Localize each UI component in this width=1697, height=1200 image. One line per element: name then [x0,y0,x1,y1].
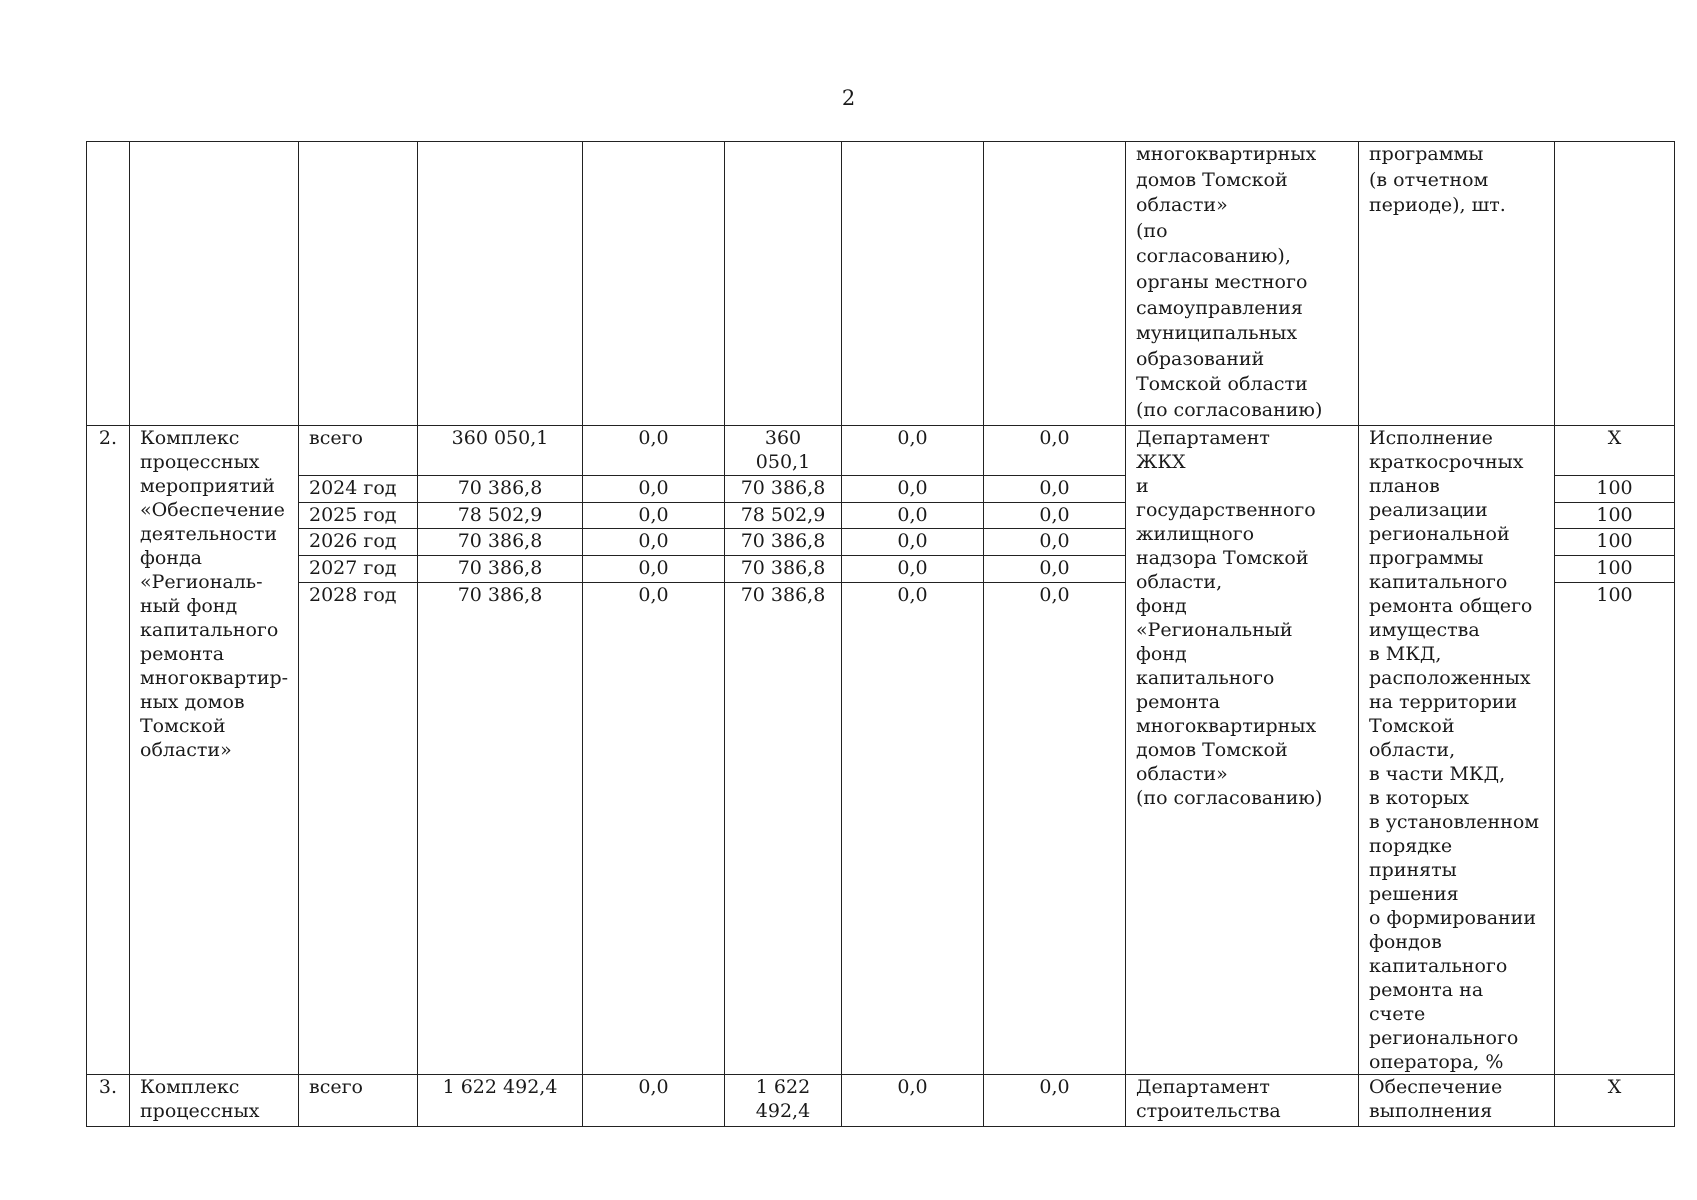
regional-cell [725,142,842,426]
value-cell: 100 [1555,475,1675,502]
total-cell: 360 050,1 [418,426,583,476]
federal-cell: 0,0 [583,475,725,502]
program-table [86,141,1675,1127]
value-cell [1555,142,1675,426]
indicator-cell: Обеспечение выполнения [1359,1075,1555,1127]
other-cell: 0,0 [984,529,1126,556]
total-cell: 78 502,9 [418,502,583,529]
local-cell: 0,0 [842,529,984,556]
other-cell: 0,0 [984,556,1126,583]
indicator-cell: Исполнение краткосрочных планов реализации региональной программы капитального ремонта общего имущества в МКД, расположенных на территории Томской области, в части МКД, в которых в установленном порядке приняты решения о формировании фондов капитального ремонта на счете регионального оператора, % [1359,426,1555,1075]
regional-cell: 360 050,1 [725,426,842,476]
local-cell: 0,0 [842,426,984,476]
other-cell: 0,0 [984,475,1126,502]
period-cell: 2025 год [299,502,418,529]
local-cell: 0,0 [842,502,984,529]
other-cell: 0,0 [984,583,1126,1075]
value-cell: 100 [1555,583,1675,1075]
regional-cell: 70 386,8 [725,529,842,556]
continuation-row [87,142,1675,426]
local-cell: 0,0 [842,1075,984,1127]
indicator-cell: программы (в отчетном периоде), шт. [1359,142,1555,426]
other-cell [984,142,1126,426]
regional-cell: 70 386,8 [725,475,842,502]
value-cell: 100 [1555,529,1675,556]
other-cell: 0,0 [984,1075,1126,1127]
period-cell [299,142,418,426]
regional-cell: 70 386,8 [725,583,842,1075]
table-row [87,1075,1675,1127]
federal-cell: 0,0 [583,1075,725,1127]
federal-cell: 0,0 [583,502,725,529]
period-cell: всего [299,1075,418,1127]
value-cell: 100 [1555,556,1675,583]
period-cell: 2027 год [299,556,418,583]
federal-cell: 0,0 [583,529,725,556]
federal-cell: 0,0 [583,583,725,1075]
federal-cell [583,142,725,426]
local-cell [842,142,984,426]
total-cell: 70 386,8 [418,529,583,556]
period-cell: 2024 год [299,475,418,502]
regional-cell: 1 622 492,4 [725,1075,842,1127]
executor-cell: многоквартирных домов Томской области» (по согласованию), органы местного самоуправления муниципальных образований Томской области (по согласованию) [1126,142,1359,426]
other-cell: 0,0 [984,502,1126,529]
total-cell: 1 622 492,4 [418,1075,583,1127]
value-cell: Х [1555,1075,1675,1127]
local-cell: 0,0 [842,556,984,583]
period-cell: 2026 год [299,529,418,556]
row-number: 2. [87,426,130,1075]
local-cell: 0,0 [842,583,984,1075]
name-cell [130,142,299,426]
total-cell: 70 386,8 [418,475,583,502]
total-cell: 70 386,8 [418,583,583,1075]
total-cell [418,142,583,426]
page-number: 2 [841,86,856,110]
value-cell: Х [1555,426,1675,476]
row-name: Комплекс процессных мероприятий «Обеспечение деятельности фонда «Региональ- ный фонд капитального ремонта многоквартир- ных домов Томской области» [130,426,299,1075]
value-cell: 100 [1555,502,1675,529]
other-cell: 0,0 [984,426,1126,476]
regional-cell: 70 386,8 [725,556,842,583]
federal-cell: 0,0 [583,556,725,583]
table-row [87,426,1675,476]
executor-cell: Департамент строительства [1126,1075,1359,1127]
number-cell [87,142,130,426]
total-cell: 70 386,8 [418,556,583,583]
period-cell: всего [299,426,418,476]
federal-cell: 0,0 [583,426,725,476]
regional-cell: 78 502,9 [725,502,842,529]
executor-cell: Департамент ЖКХ и государственного жилищного надзора Томской области, фонд «Региональный фонд капитального ремонта многоквартирных домов Томской области» (по согласованию) [1126,426,1359,1075]
local-cell: 0,0 [842,475,984,502]
period-cell: 2028 год [299,583,418,1075]
row-name: Комплекс процессных [130,1075,299,1127]
row-number: 3. [87,1075,130,1127]
